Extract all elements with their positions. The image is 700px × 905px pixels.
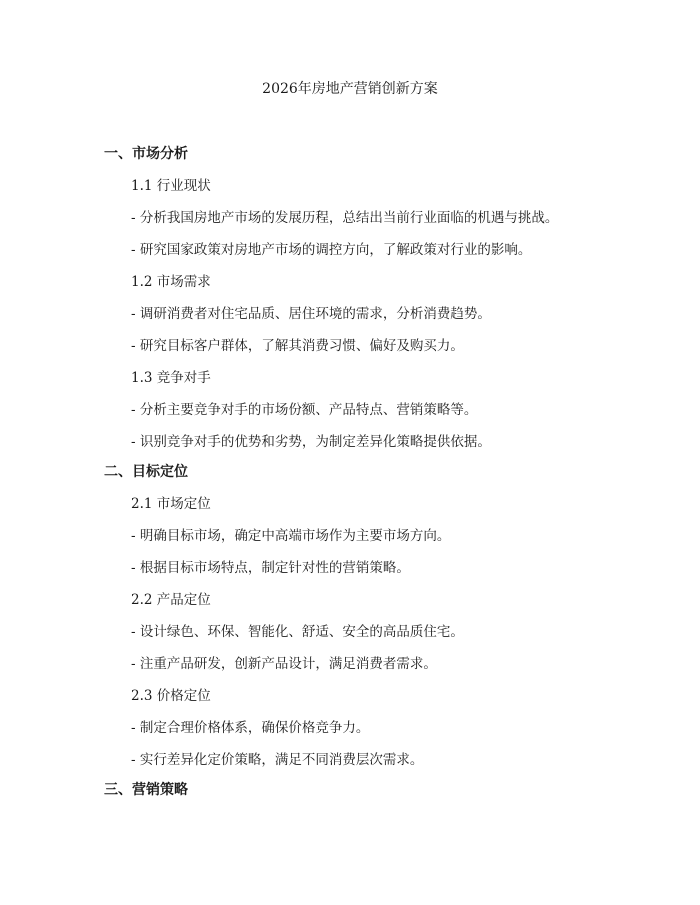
section-heading: 二、目标定位 [104, 464, 188, 480]
subsection-heading: 1.3 竞争对手 [131, 370, 211, 386]
list-item: - 根据目标市场特点，制定针对性的营销策略。 [131, 560, 410, 576]
list-item: - 设计绿色、环保、智能化、舒适、安全的高品质住宅。 [131, 624, 464, 640]
subsection-heading: 1.1 行业现状 [131, 178, 211, 194]
subsection-heading: 1.2 市场需求 [131, 274, 211, 290]
list-item: - 明确目标市场，确定中高端市场作为主要市场方向。 [131, 528, 451, 544]
list-item: - 研究国家政策对房地产市场的调控方向，了解政策对行业的影响。 [131, 242, 532, 258]
list-item: - 注重产品研发，创新产品设计，满足消费者需求。 [131, 656, 437, 672]
subsection-heading: 2.3 价格定位 [131, 688, 211, 704]
list-item: - 实行差异化定价策略，满足不同消费层次需求。 [131, 752, 424, 768]
section-heading: 三、营销策略 [104, 782, 188, 798]
document-title: 2026年房地产营销创新方案 [262, 81, 438, 97]
list-item: - 调研消费者对住宅品质、居住环境的需求，分析消费趋势。 [131, 306, 491, 322]
subsection-heading: 2.2 产品定位 [131, 592, 211, 608]
list-item: - 制定合理价格体系，确保价格竞争力。 [131, 720, 370, 736]
list-item: - 分析我国房地产市场的发展历程，总结出当前行业面临的机遇与挑战。 [131, 210, 559, 226]
section-heading: 一、市场分析 [104, 146, 188, 162]
subsection-heading: 2.1 市场定位 [131, 496, 211, 512]
list-item: - 识别竞争对手的优势和劣势，为制定差异化策略提供依据。 [131, 434, 491, 450]
list-item: - 分析主要竞争对手的市场份额、产品特点、营销策略等。 [131, 402, 478, 418]
list-item: - 研究目标客户群体，了解其消费习惯、偏好及购买力。 [131, 338, 464, 354]
